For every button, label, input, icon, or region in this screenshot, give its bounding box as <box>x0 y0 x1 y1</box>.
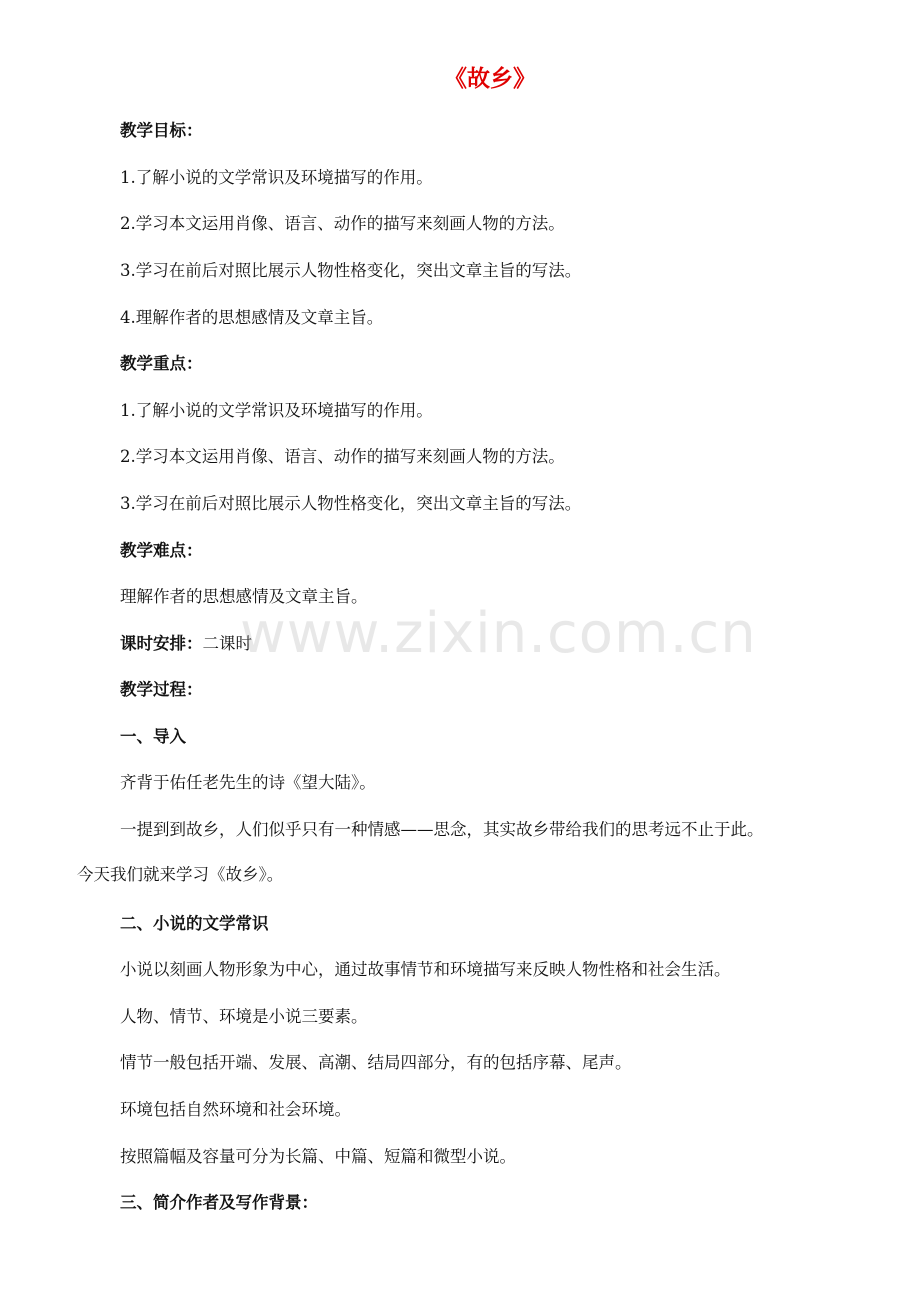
section2-item: 情节一般包括开端、发展、高潮、结局四部分，有的包括序幕、尾声。 <box>120 1053 632 1072</box>
schedule-value: 二课时 <box>202 634 252 653</box>
objective-item: 3.学习在前后对照比展示人物性格变化，突出文章主旨的写法。 <box>120 261 582 280</box>
schedule-label: 课时安排： <box>120 634 203 653</box>
schedule-line <box>120 631 252 657</box>
objectives-heading: 教学目标： <box>120 121 203 140</box>
key-point-item: 1.了解小说的文学常识及环境描写的作用。 <box>120 401 433 420</box>
watermark: www.zixin.com.cn <box>240 601 757 666</box>
objective-item: 1.了解小说的文学常识及环境描写的作用。 <box>120 168 433 187</box>
section2-heading: 二、小说的文学常识 <box>120 914 269 933</box>
difficulty-text: 理解作者的思想感情及文章主旨。 <box>120 587 368 606</box>
objective-item: 2.学习本文运用肖像、语言、动作的描写来刻画人物的方法。 <box>120 214 565 233</box>
key-points-heading: 教学重点： <box>120 354 203 373</box>
section2-item: 环境包括自然环境和社会环境。 <box>120 1100 351 1119</box>
key-point-item: 3.学习在前后对照比展示人物性格变化，突出文章主旨的写法。 <box>120 494 582 513</box>
section2-item: 小说以刻画人物形象为中心，通过故事情节和环境描写来反映人物性格和社会生活。 <box>120 960 731 979</box>
objective-item: 4.理解作者的思想感情及文章主旨。 <box>120 308 384 327</box>
section1-paragraph-continued: 今天我们就来学习《故乡》。 <box>77 865 284 884</box>
section1-paragraph: 一提到到故乡，人们似乎只有一种情感——思念，其实故乡带给我们的思考远不止于此。 <box>120 820 764 839</box>
section2-item: 按照篇幅及容量可分为长篇、中篇、短篇和微型小说。 <box>120 1147 516 1166</box>
document-title: 《故乡》 <box>444 66 536 92</box>
key-point-item: 2.学习本文运用肖像、语言、动作的描写来刻画人物的方法。 <box>120 447 565 466</box>
section1-heading: 一、导入 <box>120 727 186 746</box>
section3-heading: 三、简介作者及写作背景： <box>120 1193 318 1212</box>
section2-item: 人物、情节、环境是小说三要素。 <box>120 1007 368 1026</box>
section1-paragraph: 齐背于佑任老先生的诗《望大陆》。 <box>120 773 376 792</box>
process-heading: 教学过程： <box>120 680 203 699</box>
difficulty-heading: 教学难点： <box>120 541 203 560</box>
